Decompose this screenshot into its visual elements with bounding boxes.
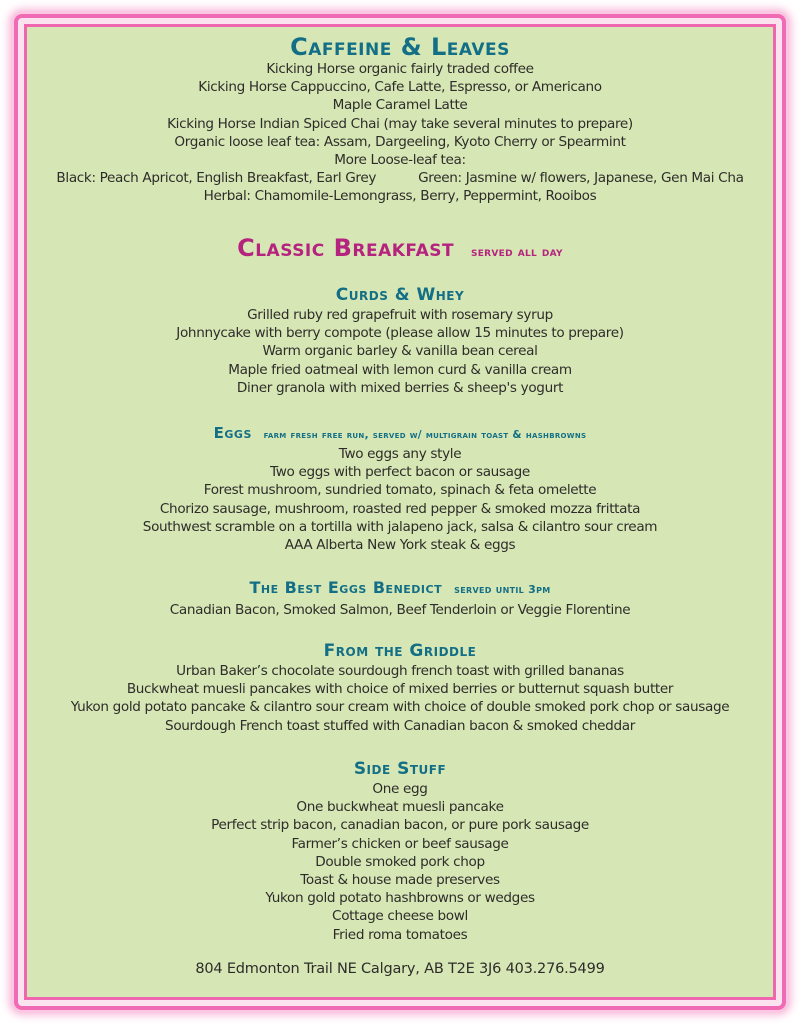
menu-item: Johnnycake with berry compote (please allow 15 minutes to prepare)	[176, 325, 624, 342]
menu-item: Canadian Bacon, Smoked Salmon, Beef Tenderloin or Veggie Florentine	[169, 602, 631, 618]
menu-item: Grilled ruby red grapefruit with rosemary syrup	[247, 307, 553, 323]
curds-heading: Curds & Whey	[335, 285, 465, 305]
caffeine-heading: Caffeine & Leaves	[290, 33, 510, 61]
sides-heading: Side Stuff	[353, 759, 447, 779]
green-tea-item: Green: Jasmine w/ flowers, Japanese, Gen Mai Cha	[418, 170, 744, 187]
menu-item: Fried roma tomatoes	[332, 926, 468, 943]
menu-item: Buckwheat muesli pancakes with choice of mixed berries or butternut squash butter	[126, 681, 674, 698]
menu-item: More Loose-leaf tea:	[334, 152, 466, 169]
menu-item: Yukon gold potato pancake & cilantro sour cream with choice of double smoked pork chop or sausage	[70, 699, 730, 716]
benedict-heading	[24, 577, 776, 601]
menu-item: Kicking Horse organic fairly traded coffee	[266, 61, 534, 77]
classic-breakfast-subtitle: served all day	[470, 245, 563, 260]
menu-item: Farmer’s chicken or beef sausage	[291, 835, 509, 852]
classic-breakfast-heading	[24, 234, 776, 267]
eggs-subtitle: farm fresh free run, served w/ multigrain toast & hashbrowns	[263, 429, 587, 441]
black-tea-item: Black: Peach Apricot, English Breakfast, Earl Grey	[56, 170, 377, 187]
breakfast-menu	[24, 24, 776, 1000]
menu-item: Kicking Horse Indian Spiced Chai (may take several minutes to prepare)	[167, 115, 633, 132]
tea-row	[24, 169, 776, 187]
menu-item: Organic loose leaf tea: Assam, Dargeeling, Kyoto Cherry or Spearmint	[174, 133, 626, 150]
classic-breakfast-banner	[24, 234, 776, 267]
griddle-section	[24, 640, 776, 735]
menu-item: Southwest scramble on a tortilla with jalapeno jack, salsa & cilantro sour cream	[142, 518, 658, 535]
menu-item: One egg	[372, 781, 428, 797]
menu-item: Perfect strip bacon, canadian bacon, or pure pork sausage	[211, 817, 589, 834]
eggs-section	[24, 423, 776, 554]
menu-item: Kicking Horse Cappuccino, Cafe Latte, Espresso, or Americano	[198, 79, 602, 96]
menu-item: Double smoked pork chop	[315, 853, 485, 870]
menu-item: Two eggs with perfect bacon or sausage	[270, 464, 530, 481]
griddle-heading: From the Griddle	[323, 641, 477, 661]
classic-breakfast-title: Classic Breakfast	[237, 234, 455, 262]
eggs-heading	[24, 423, 776, 445]
menu-item: Toast & house made preserves	[300, 872, 500, 889]
caffeine-section	[24, 34, 776, 206]
menu-item: Yukon gold potato hashbrowns or wedges	[265, 890, 535, 907]
menu-item: Diner granola with mixed berries & sheep's yogurt	[236, 379, 564, 396]
benedict-section	[24, 577, 776, 619]
curds-section	[24, 284, 776, 397]
menu-item: AAA Alberta New York steak & eggs	[284, 537, 516, 554]
menu-item: Two eggs any style	[338, 446, 462, 462]
benedict-title: The Best Eggs Benedict	[249, 578, 443, 597]
benedict-subtitle: served until 3pm	[454, 583, 551, 596]
menu-item: Forest mushroom, sundried tomato, spinach & feta omelette	[203, 482, 597, 499]
address-footer: 804 Edmonton Trail NE Calgary, AB T2E 3J6 403.276.5499	[195, 961, 605, 977]
herbal-tea-item: Herbal: Chamomile-Lemongrass, Berry, Peppermint, Rooibos	[203, 188, 597, 205]
sides-section	[24, 758, 776, 944]
eggs-title: Eggs	[213, 424, 252, 442]
menu-item: Cottage cheese bowl	[332, 908, 468, 925]
menu-item: Maple fried oatmeal with lemon curd & vanilla cream	[228, 361, 572, 378]
menu-item: Maple Caramel Latte	[332, 97, 468, 114]
menu-item: One buckwheat muesli pancake	[296, 799, 504, 816]
menu-item: Sourdough French toast stuffed with Canadian bacon & smoked cheddar	[165, 717, 635, 734]
menu-item: Warm organic barley & vanilla bean cereal	[262, 343, 538, 360]
menu-item: Chorizo sausage, mushroom, roasted red pepper & smoked mozza frittata	[159, 500, 641, 517]
menu-item: Urban Baker’s chocolate sourdough french toast with grilled bananas	[176, 663, 624, 679]
